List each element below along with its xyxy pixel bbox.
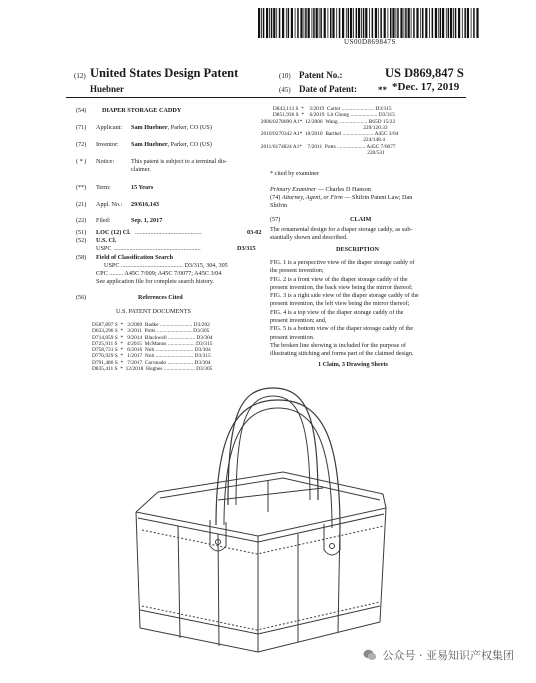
caddy-drawing xyxy=(118,360,418,660)
citation-row: D758,731 S * 6/2016 Noh ............................ D3/304 xyxy=(92,347,211,354)
description-line: present invention. xyxy=(270,333,315,341)
citation-row: 2011/0174824 A1* 7/2011 Potts ..................... A45C 7/0077 xyxy=(250,143,396,150)
wechat-icon xyxy=(363,648,377,662)
patent-title: DIAPER STORAGE CADDY xyxy=(102,107,182,114)
claim-code: (57) xyxy=(270,216,281,223)
watermark-text: 公众号 · 亚易知识产权集团 xyxy=(382,649,514,662)
right-citations xyxy=(250,106,398,156)
description-title: DESCRIPTION xyxy=(336,246,379,253)
description-line: FIG. 2 is a front view of the diaper storage caddy of the xyxy=(270,275,408,283)
description-line: FIG. 4 is a top view of the diaper storage caddy of the xyxy=(270,308,404,316)
code-45: (45) xyxy=(279,86,291,94)
appl-label: Appl. No.: xyxy=(96,201,123,208)
inventor: Sam Huebner, Parker, CO (US) xyxy=(131,141,212,148)
citation-row: D791,480 S * 7/2017 Coronado ................... D3/304 xyxy=(92,359,211,366)
appl-code: (21) xyxy=(76,201,87,208)
description-line: FIG. 3 is a right side view of the diaper storage caddy of the xyxy=(270,292,419,300)
date-mark: ** xyxy=(378,85,387,95)
claim-text-2: stantially shown and described. xyxy=(270,234,348,241)
citation-row: D587,897 S * 3/2009 Radke ........................ D3/202 xyxy=(92,322,210,328)
description-line: The broken line showing is included for the purpose of xyxy=(270,341,406,349)
barcode-number: US00D869847S xyxy=(344,38,396,46)
barcode xyxy=(258,8,482,38)
handle-back xyxy=(228,388,318,505)
code-10: (10) xyxy=(279,72,291,80)
field-cpc: CPC ......... A45C 7/009; A45C 7/0077; A45C 3/04 xyxy=(96,270,222,277)
description-line: FIG. 1 is a perspective view of the diaper storage caddy of xyxy=(270,259,415,266)
field-label: Field of Classification Search xyxy=(96,254,174,261)
term-code: (**) xyxy=(76,184,87,191)
header-rule xyxy=(66,97,466,98)
field-code: (58) xyxy=(76,254,87,261)
uspc-value: D3/315 xyxy=(237,245,256,252)
references-subtitle: U.S. PATENT DOCUMENTS xyxy=(116,308,191,315)
attorney: (74) Attorney, Agent, or Firm — Shifrin Patent Law; Dan xyxy=(270,194,413,201)
uscl-label: U.S. Cl. xyxy=(96,237,117,244)
citation-row: 229/120.33 xyxy=(250,124,388,131)
filed-label: Filed: xyxy=(96,217,111,224)
citation-row: D843,113 S * 3/2019 Carter ........................ D3/315 xyxy=(250,106,392,112)
inventor-surname: Huebner xyxy=(90,84,125,94)
loc-label: LOC (12) Cl. xyxy=(96,229,131,236)
description-line: illustrating stitching and forms part of the claimed design. xyxy=(270,350,414,358)
citation-row: D835,411 S * 12/2018 Hughes ....................... D3/305 xyxy=(92,366,213,373)
citation-row: D633,296 S * 3/2011 Potts .......................... D3/305 xyxy=(92,328,210,335)
uscl-code: (52) xyxy=(76,237,87,244)
attorney-2: Shifrin xyxy=(270,202,288,209)
cited-by-examiner: * cited by examiner xyxy=(270,170,319,177)
claims-drawings: 1 Claim, 3 Drawing Sheets xyxy=(318,361,388,368)
date-of-patent: *Dec. 17, 2019 xyxy=(392,81,460,93)
code-12: (12) xyxy=(74,72,86,80)
description-line: FIG. 5 is a bottom view of the diaper storage caddy of the xyxy=(270,325,414,333)
citation-row: 220/531 xyxy=(250,150,385,157)
patent-no-label: Patent No.: xyxy=(299,70,343,80)
loc-dots: ........................................... xyxy=(135,229,202,236)
references-code: (56) xyxy=(76,294,87,301)
title-code: (54) xyxy=(76,107,87,114)
document-type: United States Design Patent xyxy=(90,66,239,80)
handle-front xyxy=(216,400,340,528)
loc-value: 03-02 xyxy=(247,229,262,236)
uspc-dots: ........................................................ xyxy=(114,245,201,252)
field-see: See application file for complete search history. xyxy=(96,278,214,285)
watermark xyxy=(363,647,515,663)
citation-row: 2010/0270342 A1* 10/2010 Barthel ....................... A45C 3/04 xyxy=(250,131,399,138)
field-uspc: USPC ........................................ D3/315, 304, 305 xyxy=(104,262,228,269)
claim-title: CLAIM xyxy=(350,216,372,223)
notice-code: ( * ) xyxy=(76,158,87,165)
description-line: present invention, the left view being the mirror thereof; xyxy=(270,300,410,308)
inventor-code: (72) xyxy=(76,141,87,148)
references-title: References Cited xyxy=(138,294,183,301)
description-body xyxy=(270,259,419,359)
filed-code: (22) xyxy=(76,217,87,224)
description-line: present invention; and, xyxy=(270,317,327,325)
filed-date: Sep. 1, 2017 xyxy=(131,217,163,224)
patent-number: US D869,847 S xyxy=(385,66,464,80)
loc-code: (51) xyxy=(76,229,87,236)
term-value: 15 Years xyxy=(131,184,154,191)
applicant-code: (71) xyxy=(76,124,87,131)
date-label: Date of Patent: xyxy=(299,84,357,94)
citation-row: D714,059 S * 9/2014 Blackwell .................... D3/304 xyxy=(92,334,213,341)
notice-text-2: claimer. xyxy=(131,166,151,173)
citation-row: D776,929 S * 1/2017 Noh ............................ D3/315 xyxy=(92,353,211,360)
term-label: Term: xyxy=(96,184,111,191)
inventor-label: Inventor: xyxy=(96,141,119,148)
appl-number: 29/616,143 xyxy=(131,201,160,208)
applicant: Sam Huebner, Parker, CO (US) xyxy=(131,124,212,131)
description-line: present invention, the back view being the mirror thereof; xyxy=(270,283,413,291)
citation-row: 224/148.4 xyxy=(250,137,385,144)
citation-row: 2006/0278690 A1* 12/2006 Wang ..................... B65D 15/22 xyxy=(250,118,396,125)
citation-row: D725,911 S * 4/2015 McManus .................... D3/315 xyxy=(92,340,213,347)
notice-text-1: This patent is subject to a terminal dis- xyxy=(131,158,228,165)
description-line: the present invention; xyxy=(270,267,324,275)
citation-row: D851,936 S * 6/2019 Lit Chung .................... D3/315 xyxy=(250,112,395,119)
uspc-label: USPC xyxy=(96,245,112,252)
applicant-label: Applicant: xyxy=(96,124,123,131)
notice-label: Notice: xyxy=(96,158,115,165)
primary-examiner: Primary Examiner — Charles D Hanson xyxy=(270,186,371,193)
claim-text-1: The ornamental design for a diaper storage caddy, as sub- xyxy=(270,226,413,233)
